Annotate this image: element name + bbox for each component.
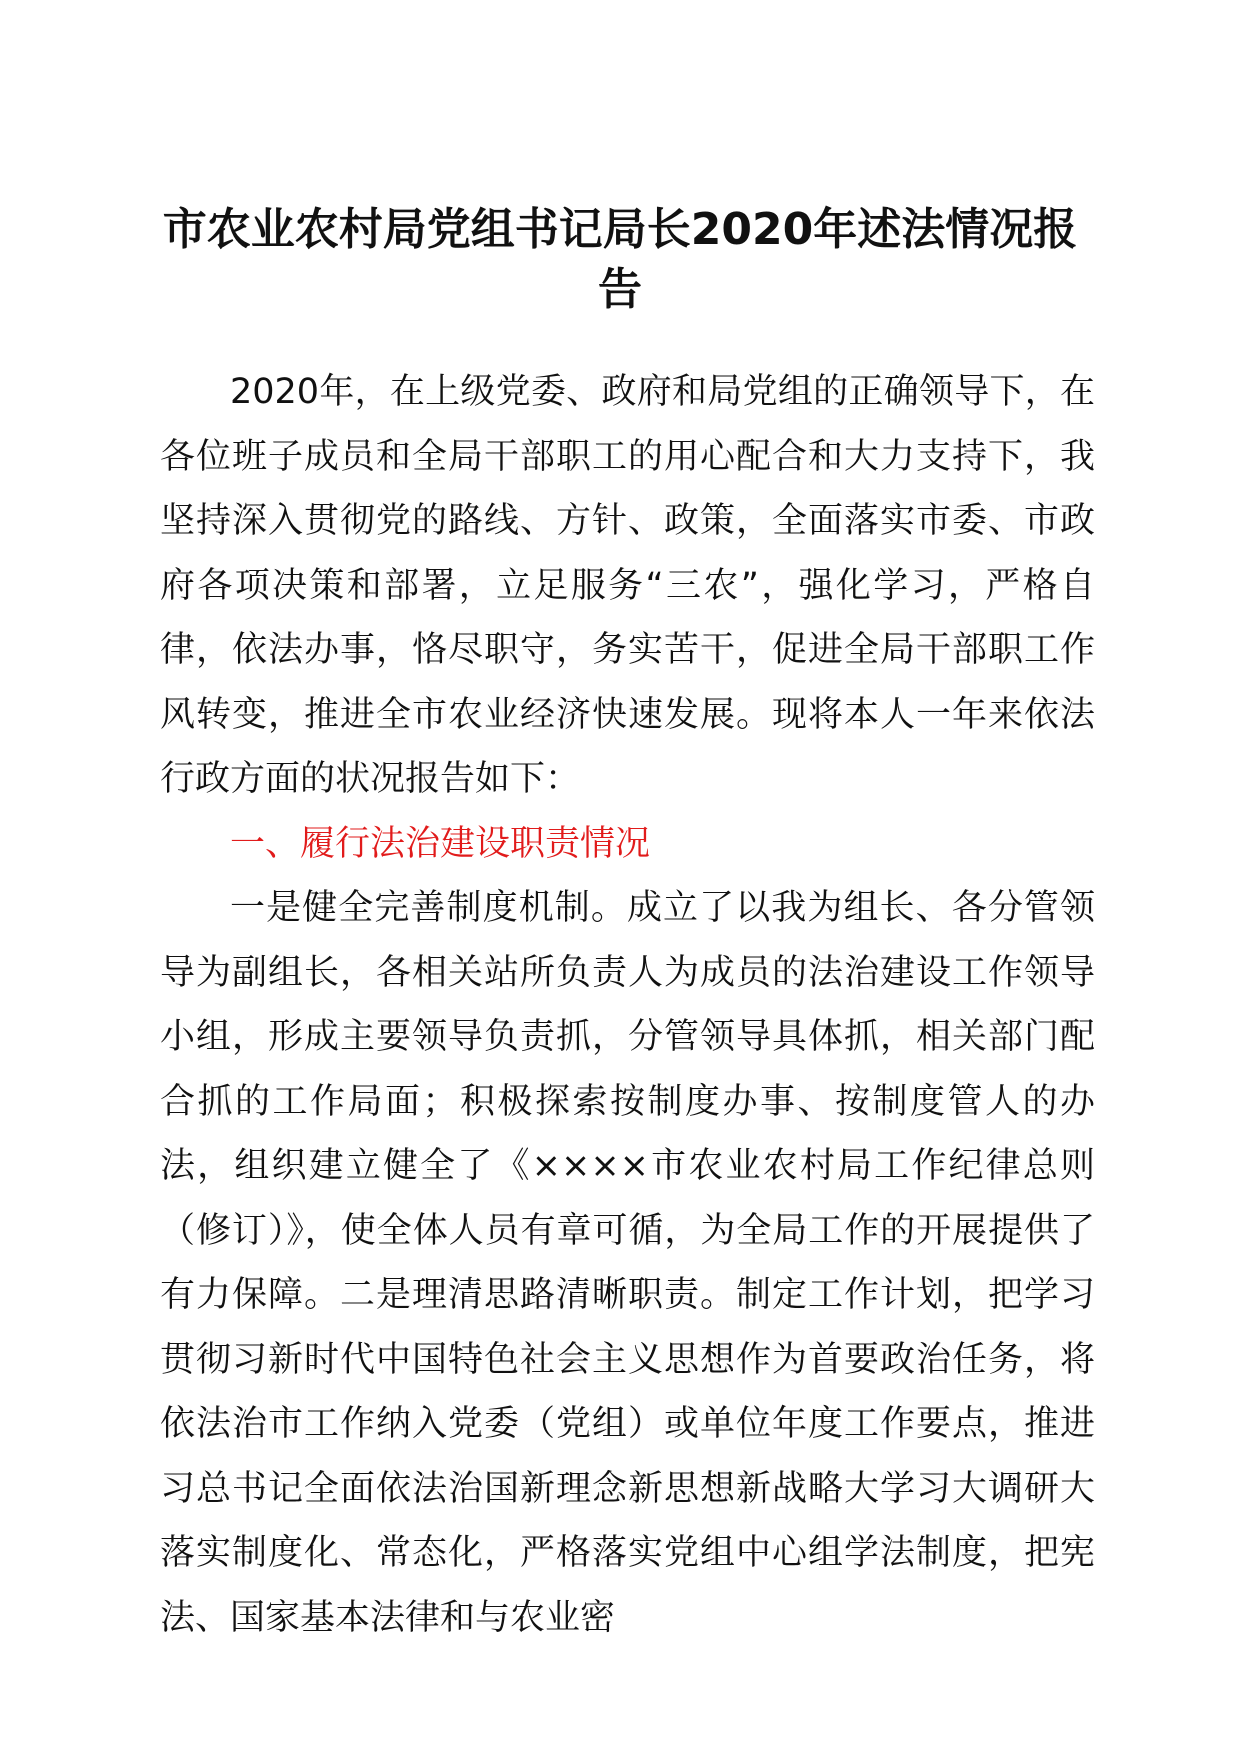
intro-paragraph: 2020年，在上级党委、政府和局党组的正确领导下，在各位班子成员和全局干部职工的用心配合和大力支持下，我坚持深入贯彻党的路线、方针、政策，全面落实市委、市政府各项决策和部署，立足服务“三农”，强化学习，严格自律，依法办事，恪尽职守，务实苦干，促进全局干部职工作风转变，推进全市农业经济快速发展。现将本人一年来依法行政方面的状况报告如下： [160,372,1095,799]
section-heading: 一、履行法治建设职责情况 [230,823,651,864]
body-paragraph: 一是健全完善制度机制。成立了以我为组长、各分管领导为副组长，各相关站所负责人为成员的法治建设工作领导小组，形成主要领导负责抓，分管领导具体抓，相关部门配合抓的工作局面；积极探索按制度办事、按制度管人的办法，组织建立健全了《××××市农业农村局工作纪律总则（修订）》，使全体人员有章可循，为全局工作的开展提供了有力保障。二是理清思路清晰职责。制定工作计划，把学习贯彻习新时代中国特色社会主义思想作为首要政治任务，将依法治市工作纳入党委（党组）或单位年度工作要点，推进习总书记全面依法治国新理念新思想新战略大学习大调研大落实制度化、常态化，严格落实党组中心组学法制度，把宪法、国家基本法律和与农业密 [160,888,1095,1638]
document-title: 市农业农村局党组书记局长2020年述法情况报告 [162,204,1078,315]
document-body [160,360,1095,1650]
